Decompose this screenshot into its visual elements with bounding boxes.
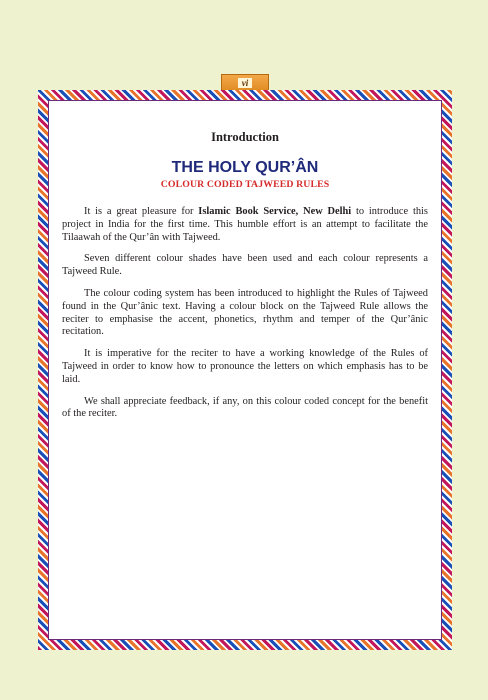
book-subtitle: COLOUR CODED TAJWEED RULES — [160, 179, 330, 190]
paragraph-5: We shall appreciate feedback, if any, on this colour coded concept for the benefit of the reciter. — [62, 395, 428, 420]
decorative-border-frame — [38, 90, 452, 650]
paragraph-3: The colour coding system has been introduced to highlight the Rules of Tajweed found in the Qur’ânic text. Having a colour block on the Tajweed Rule allows the reciter to emphasise the accent, phonetics, rhythm and temper of the Qur’ânic recitation. — [62, 287, 428, 338]
book-title: THE HOLY QUR’ÂN — [171, 159, 319, 176]
paragraph-1-rest: to introduce this project in India for the first time. This humble effort is an attempt to facilitate the Tilaawah of the Qur’ân with Tajweed. — [62, 206, 428, 243]
page-number: vi — [238, 78, 253, 88]
publisher-name: Islamic Book Service, New Delhi — [198, 206, 352, 217]
paragraph-1-lead: It is a great pleasure for — [84, 206, 199, 217]
paragraph-4: It is imperative for the reciter to have a working knowledge of the Rules of Tajweed in order to know how to pronounce the letters on which emphasis has to be laid. — [62, 348, 428, 385]
section-heading: Introduction — [211, 130, 279, 144]
page-content — [62, 118, 428, 430]
paragraph-1 — [62, 206, 428, 244]
paragraph-2: Seven different colour shades have been used and each colour represents a Tajweed Rule. — [62, 253, 428, 278]
